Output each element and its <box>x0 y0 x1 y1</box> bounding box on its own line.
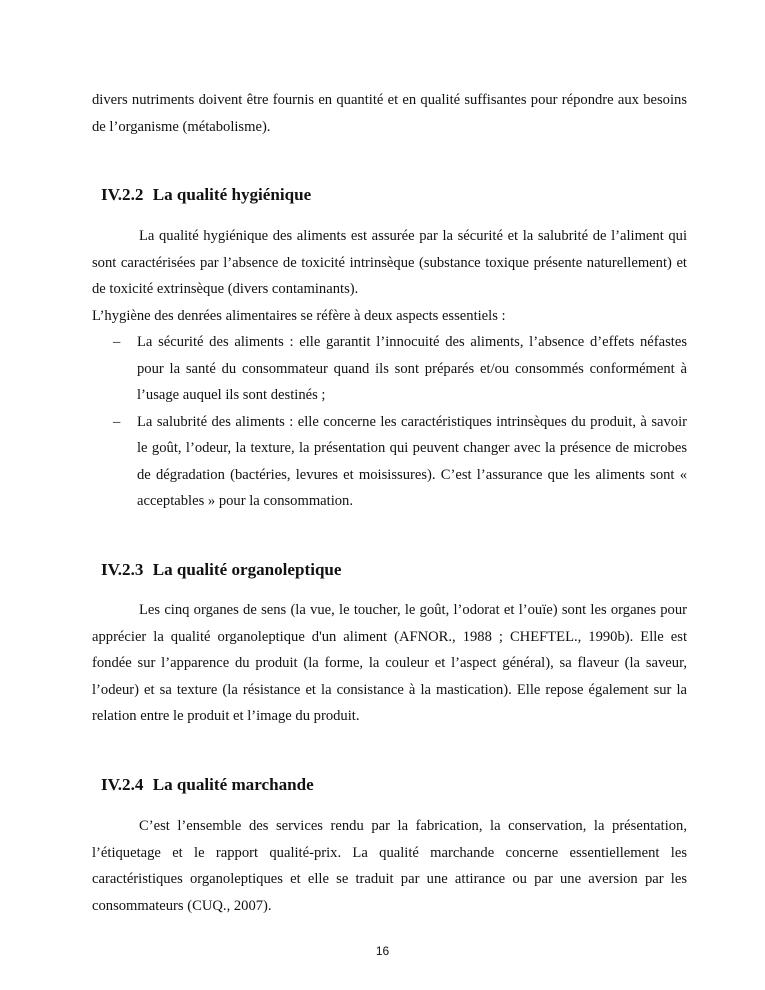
intro-paragraph: divers nutriments doivent être fournis en quantité et en qualité suffisantes pour répondre aux besoins de l’organisme (métabolisme). <box>92 92 687 135</box>
section-lead: L’hygiène des denrées alimentaires se réfère à deux aspects essentiels : <box>92 307 506 324</box>
bullet-dash: – <box>113 413 121 430</box>
section-number: IV.2.2 <box>101 185 144 204</box>
section-heading-hygienique <box>101 185 311 205</box>
section-title: La qualité hygiénique <box>152 185 312 204</box>
section-body-marchande <box>92 813 687 919</box>
page-number: 16 <box>375 944 390 958</box>
list-item-text: La sécurité des aliments : elle garantit l’innocuité des aliments, l’absence d’effets néfastes pour la santé du consommateur quand ils sont préparés et/ou consommés conformément à l’usage auquel ils sont destinés ; <box>137 334 687 403</box>
section-body-organoleptique <box>92 597 687 730</box>
list-item-text: La salubrité des aliments : elle concerne les caractéristiques intrinsèques du produit, à savoir le goût, l’odeur, la texture, la présentation qui peuvent changer avec la présence de microbes de dégradation (bactéries, levures et moisissures). C’est l’assurance que les aliments sont « acceptables » pour la consommation. <box>137 413 687 509</box>
intro-block <box>92 87 687 140</box>
section-number: IV.2.4 <box>101 775 144 794</box>
section-body-hygienique <box>92 223 687 515</box>
section-heading-organoleptique <box>101 560 342 580</box>
section-heading-marchande <box>101 775 314 795</box>
section-paragraph: La qualité hygiénique des aliments est assurée par la sécurité et la salubrité de l’aliment qui sont caractérisées par l’absence de toxicité intrinsèque (substance toxique présente naturellement) et de toxicité extrinsèque (divers contaminants). <box>92 228 687 297</box>
section-title: La qualité organoleptique <box>152 560 342 579</box>
bullet-dash: – <box>113 334 121 350</box>
list-item <box>92 329 687 409</box>
section-paragraph: C’est l’ensemble des services rendu par la fabrication, la conservation, la présentation, l’étiquetage et le rapport qualité-prix. La qualité marchande concerne essentiellement les caractéristiques organoleptiques et elle se traduit par une attirance ou par une aversion par les consommateurs (CUQ., 2007). <box>92 818 687 914</box>
section-title: La qualité marchande <box>152 775 314 794</box>
section-number: IV.2.3 <box>101 560 144 579</box>
document-page <box>92 0 687 990</box>
section-paragraph: Les cinq organes de sens (la vue, le toucher, le goût, l’odorat et l’ouïe) sont les organes pour apprécier la qualité organoleptique d'un aliment (AFNOR., 1988 ; CHEFTEL., 1990b). Elle est fondée sur l’apparence du produit (la forme, la couleur et l’aspect général), sa flaveur (la saveur, l’odeur) et sa texture (la résistance et la consistance à la mastication). Elle repose également sur la relation entre le produit et l’image du produit. <box>92 602 687 724</box>
list-item <box>92 409 687 515</box>
bullet-list <box>92 329 687 515</box>
